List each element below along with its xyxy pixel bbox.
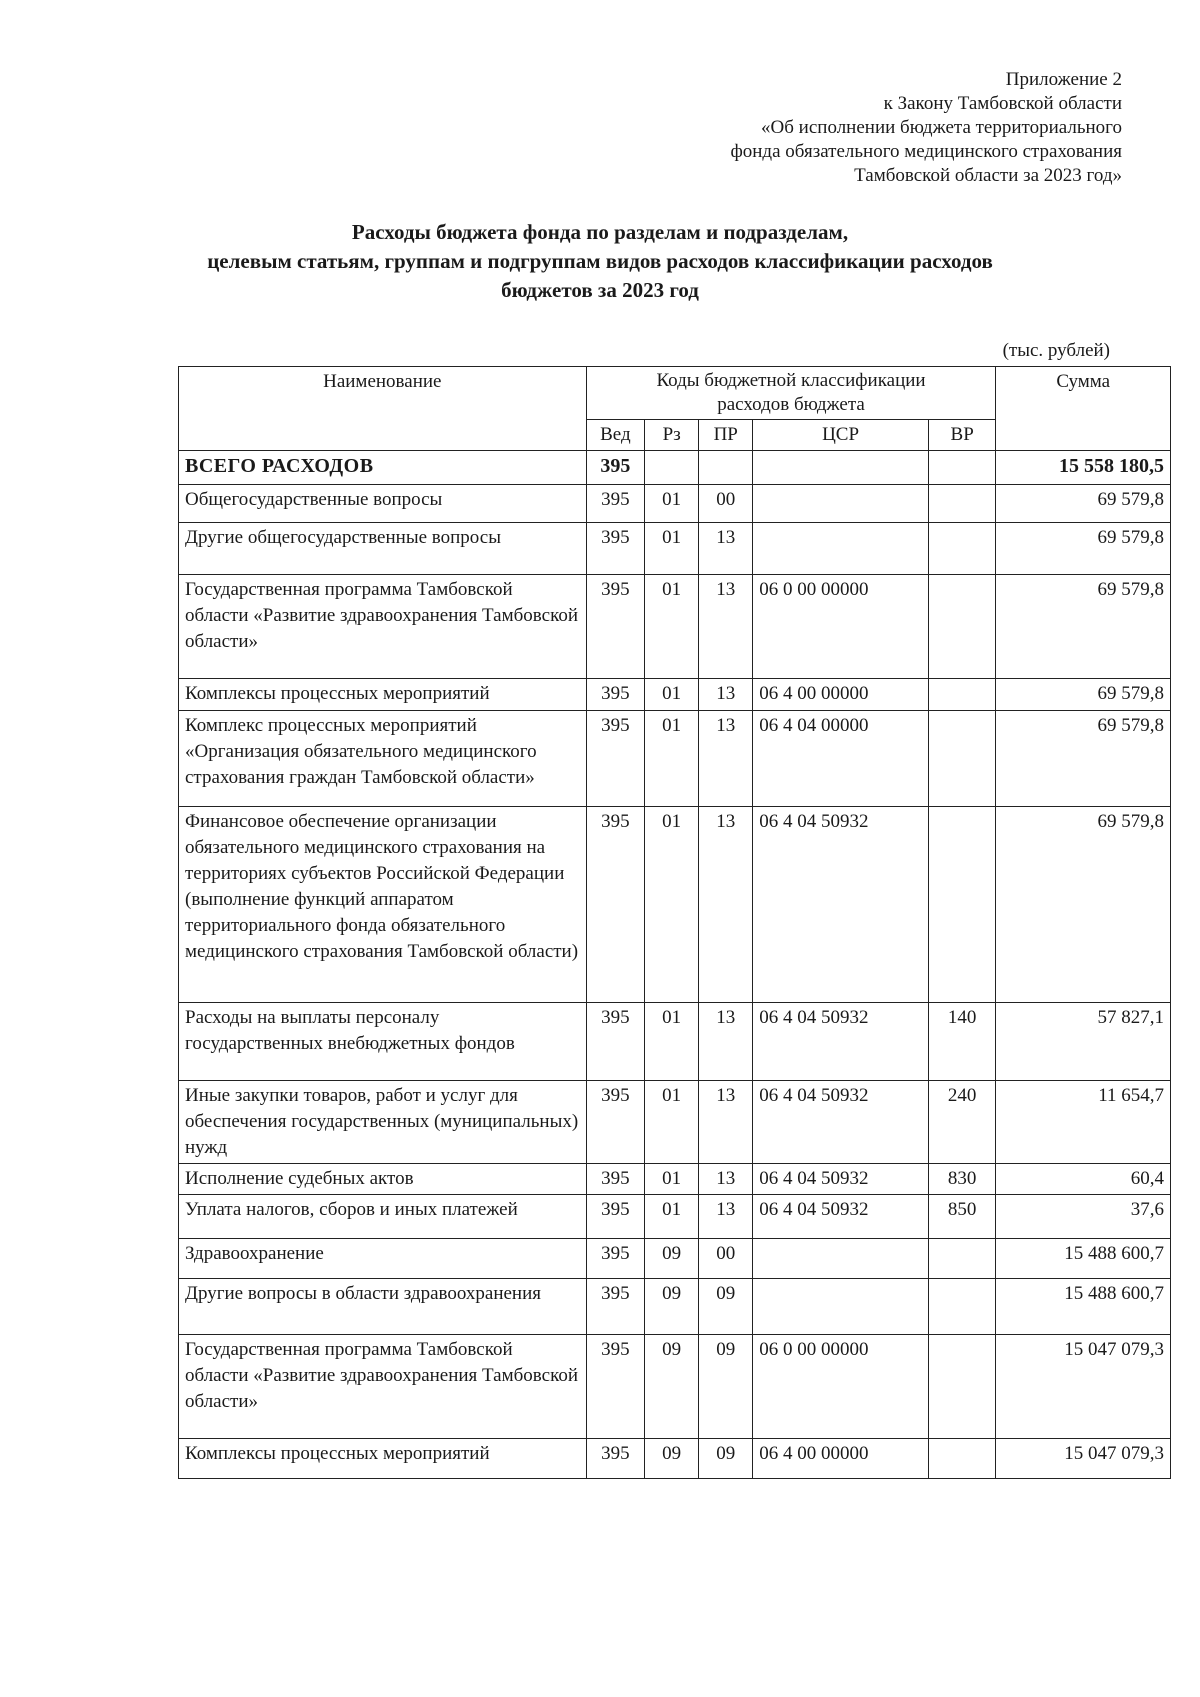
cell-name: Другие вопросы в области здравоохранения — [179, 1279, 587, 1335]
appendix-line: Приложение 2 — [1005, 69, 1122, 90]
cell-vr — [928, 1335, 996, 1439]
cell-sum: 60,4 — [996, 1164, 1171, 1195]
table-row — [179, 575, 1171, 679]
cell-ved: 395 — [586, 711, 645, 807]
cell-vr — [928, 711, 996, 807]
table-row — [179, 451, 1171, 485]
cell-name: Комплексы процессных мероприятий — [179, 679, 587, 711]
header-name: Наименование — [179, 367, 587, 451]
cell-rz: 01 — [645, 679, 699, 711]
table-row — [179, 1279, 1171, 1335]
cell-sum: 15 488 600,7 — [996, 1279, 1171, 1335]
cell-pr: 00 — [699, 1239, 753, 1279]
cell-sum: 15 047 079,3 — [996, 1439, 1171, 1479]
table-row — [179, 1439, 1171, 1479]
cell-sum: 69 579,8 — [996, 485, 1171, 523]
cell-ved: 395 — [586, 1195, 645, 1239]
cell-csr: 06 4 04 00000 — [753, 711, 929, 807]
header-vr: ВР — [928, 420, 996, 451]
cell-pr: 13 — [699, 1164, 753, 1195]
cell-rz: 01 — [645, 1003, 699, 1081]
cell-name: Общегосударственные вопросы — [179, 485, 587, 523]
cell-name: Государственная программа Тамбовской области «Развитие здравоохранения Тамбовской области» — [179, 575, 587, 679]
appendix-line: Тамбовской области за 2023 год» — [854, 165, 1122, 186]
cell-pr: 13 — [699, 679, 753, 711]
cell-sum: 69 579,8 — [996, 575, 1171, 679]
cell-name: Государственная программа Тамбовской области «Развитие здравоохранения Тамбовской области» — [179, 1335, 587, 1439]
cell-vr: 850 — [928, 1195, 996, 1239]
cell-vr — [928, 1239, 996, 1279]
cell-csr: 06 4 04 50932 — [753, 1195, 929, 1239]
cell-pr: 13 — [699, 1003, 753, 1081]
header-pr: ПР — [699, 420, 753, 451]
cell-csr — [753, 1239, 929, 1279]
cell-sum: 69 579,8 — [996, 711, 1171, 807]
cell-ved: 395 — [586, 1164, 645, 1195]
cell-name: Расходы на выплаты персоналу государственных внебюджетных фондов — [179, 1003, 587, 1081]
cell-rz: 01 — [645, 575, 699, 679]
cell-name: Другие общегосударственные вопросы — [179, 523, 587, 575]
cell-ved: 395 — [586, 1081, 645, 1164]
cell-rz: 09 — [645, 1239, 699, 1279]
cell-sum: 37,6 — [996, 1195, 1171, 1239]
table-row — [179, 1003, 1171, 1081]
cell-ved: 395 — [586, 679, 645, 711]
cell-csr: 06 4 04 50932 — [753, 807, 929, 1003]
cell-csr: 06 4 04 50932 — [753, 1003, 929, 1081]
cell-name: Здравоохранение — [179, 1239, 587, 1279]
cell-pr: 09 — [699, 1439, 753, 1479]
cell-vr — [928, 679, 996, 711]
header-codes-line: расходов бюджета — [717, 394, 865, 415]
cell-name: Финансовое обеспечение организации обязательного медицинского страхования на территориях субъектов Российской Федерации (выполнение функций аппаратом территориального фонда обязательного медицинского страхования Тамбовской области) — [179, 807, 587, 1003]
cell-ved: 395 — [586, 807, 645, 1003]
table-row — [179, 1081, 1171, 1164]
cell-pr: 13 — [699, 575, 753, 679]
cell-pr: 13 — [699, 523, 753, 575]
cell-vr: 830 — [928, 1164, 996, 1195]
budget-table — [178, 366, 1171, 1479]
header-rz: Рз — [645, 420, 699, 451]
table-row — [179, 1195, 1171, 1239]
cell-rz: 01 — [645, 485, 699, 523]
cell-sum: 69 579,8 — [996, 679, 1171, 711]
cell-rz: 09 — [645, 1279, 699, 1335]
appendix-line: «Об исполнении бюджета территориального — [761, 117, 1122, 138]
cell-pr: 13 — [699, 1081, 753, 1164]
cell-pr: 00 — [699, 485, 753, 523]
cell-name: Комплекс процессных мероприятий «Организация обязательного медицинского страхования граждан Тамбовской области» — [179, 711, 587, 807]
header-csr: ЦСР — [753, 420, 929, 451]
table-row — [179, 523, 1171, 575]
header-ved: Вед — [586, 420, 645, 451]
cell-vr — [928, 807, 996, 1003]
cell-rz: 01 — [645, 1081, 699, 1164]
cell-sum: 69 579,8 — [996, 523, 1171, 575]
appendix-line: к Закону Тамбовской области — [883, 93, 1122, 114]
cell-name: Комплексы процессных мероприятий — [179, 1439, 587, 1479]
appendix-line: фонда обязательного медицинского страхования — [730, 141, 1122, 162]
cell-name: ВСЕГО РАСХОДОВ — [179, 451, 587, 485]
cell-csr: 06 4 04 50932 — [753, 1164, 929, 1195]
table-row — [179, 679, 1171, 711]
table-body — [179, 451, 1171, 1479]
cell-ved: 395 — [586, 485, 645, 523]
table-row — [179, 1335, 1171, 1439]
cell-csr: 06 0 00 00000 — [753, 575, 929, 679]
cell-vr — [928, 485, 996, 523]
table-row — [179, 1164, 1171, 1195]
table-row — [179, 485, 1171, 523]
cell-ved: 395 — [586, 1439, 645, 1479]
cell-sum: 69 579,8 — [996, 807, 1171, 1003]
cell-csr — [753, 1279, 929, 1335]
cell-ved: 395 — [586, 1003, 645, 1081]
cell-rz: 01 — [645, 807, 699, 1003]
cell-sum: 15 488 600,7 — [996, 1239, 1171, 1279]
cell-vr — [928, 575, 996, 679]
cell-name: Исполнение судебных актов — [179, 1164, 587, 1195]
cell-rz: 01 — [645, 523, 699, 575]
cell-rz: 01 — [645, 711, 699, 807]
cell-csr: 06 0 00 00000 — [753, 1335, 929, 1439]
cell-rz: 01 — [645, 1195, 699, 1239]
table-row — [179, 711, 1171, 807]
cell-csr: 06 4 00 00000 — [753, 679, 929, 711]
cell-ved: 395 — [586, 1239, 645, 1279]
cell-rz: 09 — [645, 1335, 699, 1439]
cell-csr: 06 4 04 50932 — [753, 1081, 929, 1164]
cell-ved: 395 — [586, 523, 645, 575]
cell-rz: 09 — [645, 1439, 699, 1479]
cell-vr — [928, 1279, 996, 1335]
cell-vr: 140 — [928, 1003, 996, 1081]
title-line: Расходы бюджета фонда по разделам и подразделам, — [351, 220, 849, 244]
document-title — [150, 218, 1050, 305]
cell-pr — [699, 451, 753, 485]
cell-csr: 06 4 00 00000 — [753, 1439, 929, 1479]
cell-rz: 01 — [645, 1164, 699, 1195]
cell-csr — [753, 485, 929, 523]
appendix-note — [602, 68, 1122, 188]
header-codes — [586, 367, 996, 420]
cell-csr — [753, 451, 929, 485]
title-line: бюджетов за 2023 год — [501, 278, 699, 302]
cell-csr — [753, 523, 929, 575]
table-header — [179, 367, 1171, 451]
cell-vr — [928, 451, 996, 485]
cell-vr — [928, 523, 996, 575]
title-line: целевым статьям, группам и подгруппам видов расходов классификации расходов — [207, 249, 993, 273]
cell-pr: 09 — [699, 1279, 753, 1335]
cell-ved: 395 — [586, 451, 645, 485]
cell-sum: 15 558 180,5 — [996, 451, 1171, 485]
cell-sum: 15 047 079,3 — [996, 1335, 1171, 1439]
unit-label: (тыс. рублей) — [1002, 340, 1110, 361]
table-row — [179, 1239, 1171, 1279]
cell-ved: 395 — [586, 1335, 645, 1439]
cell-pr: 13 — [699, 711, 753, 807]
cell-sum: 11 654,7 — [996, 1081, 1171, 1164]
cell-vr — [928, 1439, 996, 1479]
cell-pr: 13 — [699, 1195, 753, 1239]
cell-sum: 57 827,1 — [996, 1003, 1171, 1081]
header-codes-line: Коды бюджетной классификации — [656, 370, 926, 391]
cell-pr: 13 — [699, 807, 753, 1003]
table-row — [179, 807, 1171, 1003]
cell-name: Уплата налогов, сборов и иных платежей — [179, 1195, 587, 1239]
cell-vr: 240 — [928, 1081, 996, 1164]
cell-ved: 395 — [586, 1279, 645, 1335]
header-sum: Сумма — [996, 367, 1171, 451]
cell-pr: 09 — [699, 1335, 753, 1439]
cell-name: Иные закупки товаров, работ и услуг для обеспечения государственных (муниципальных) нужд — [179, 1081, 587, 1164]
cell-rz — [645, 451, 699, 485]
cell-ved: 395 — [586, 575, 645, 679]
